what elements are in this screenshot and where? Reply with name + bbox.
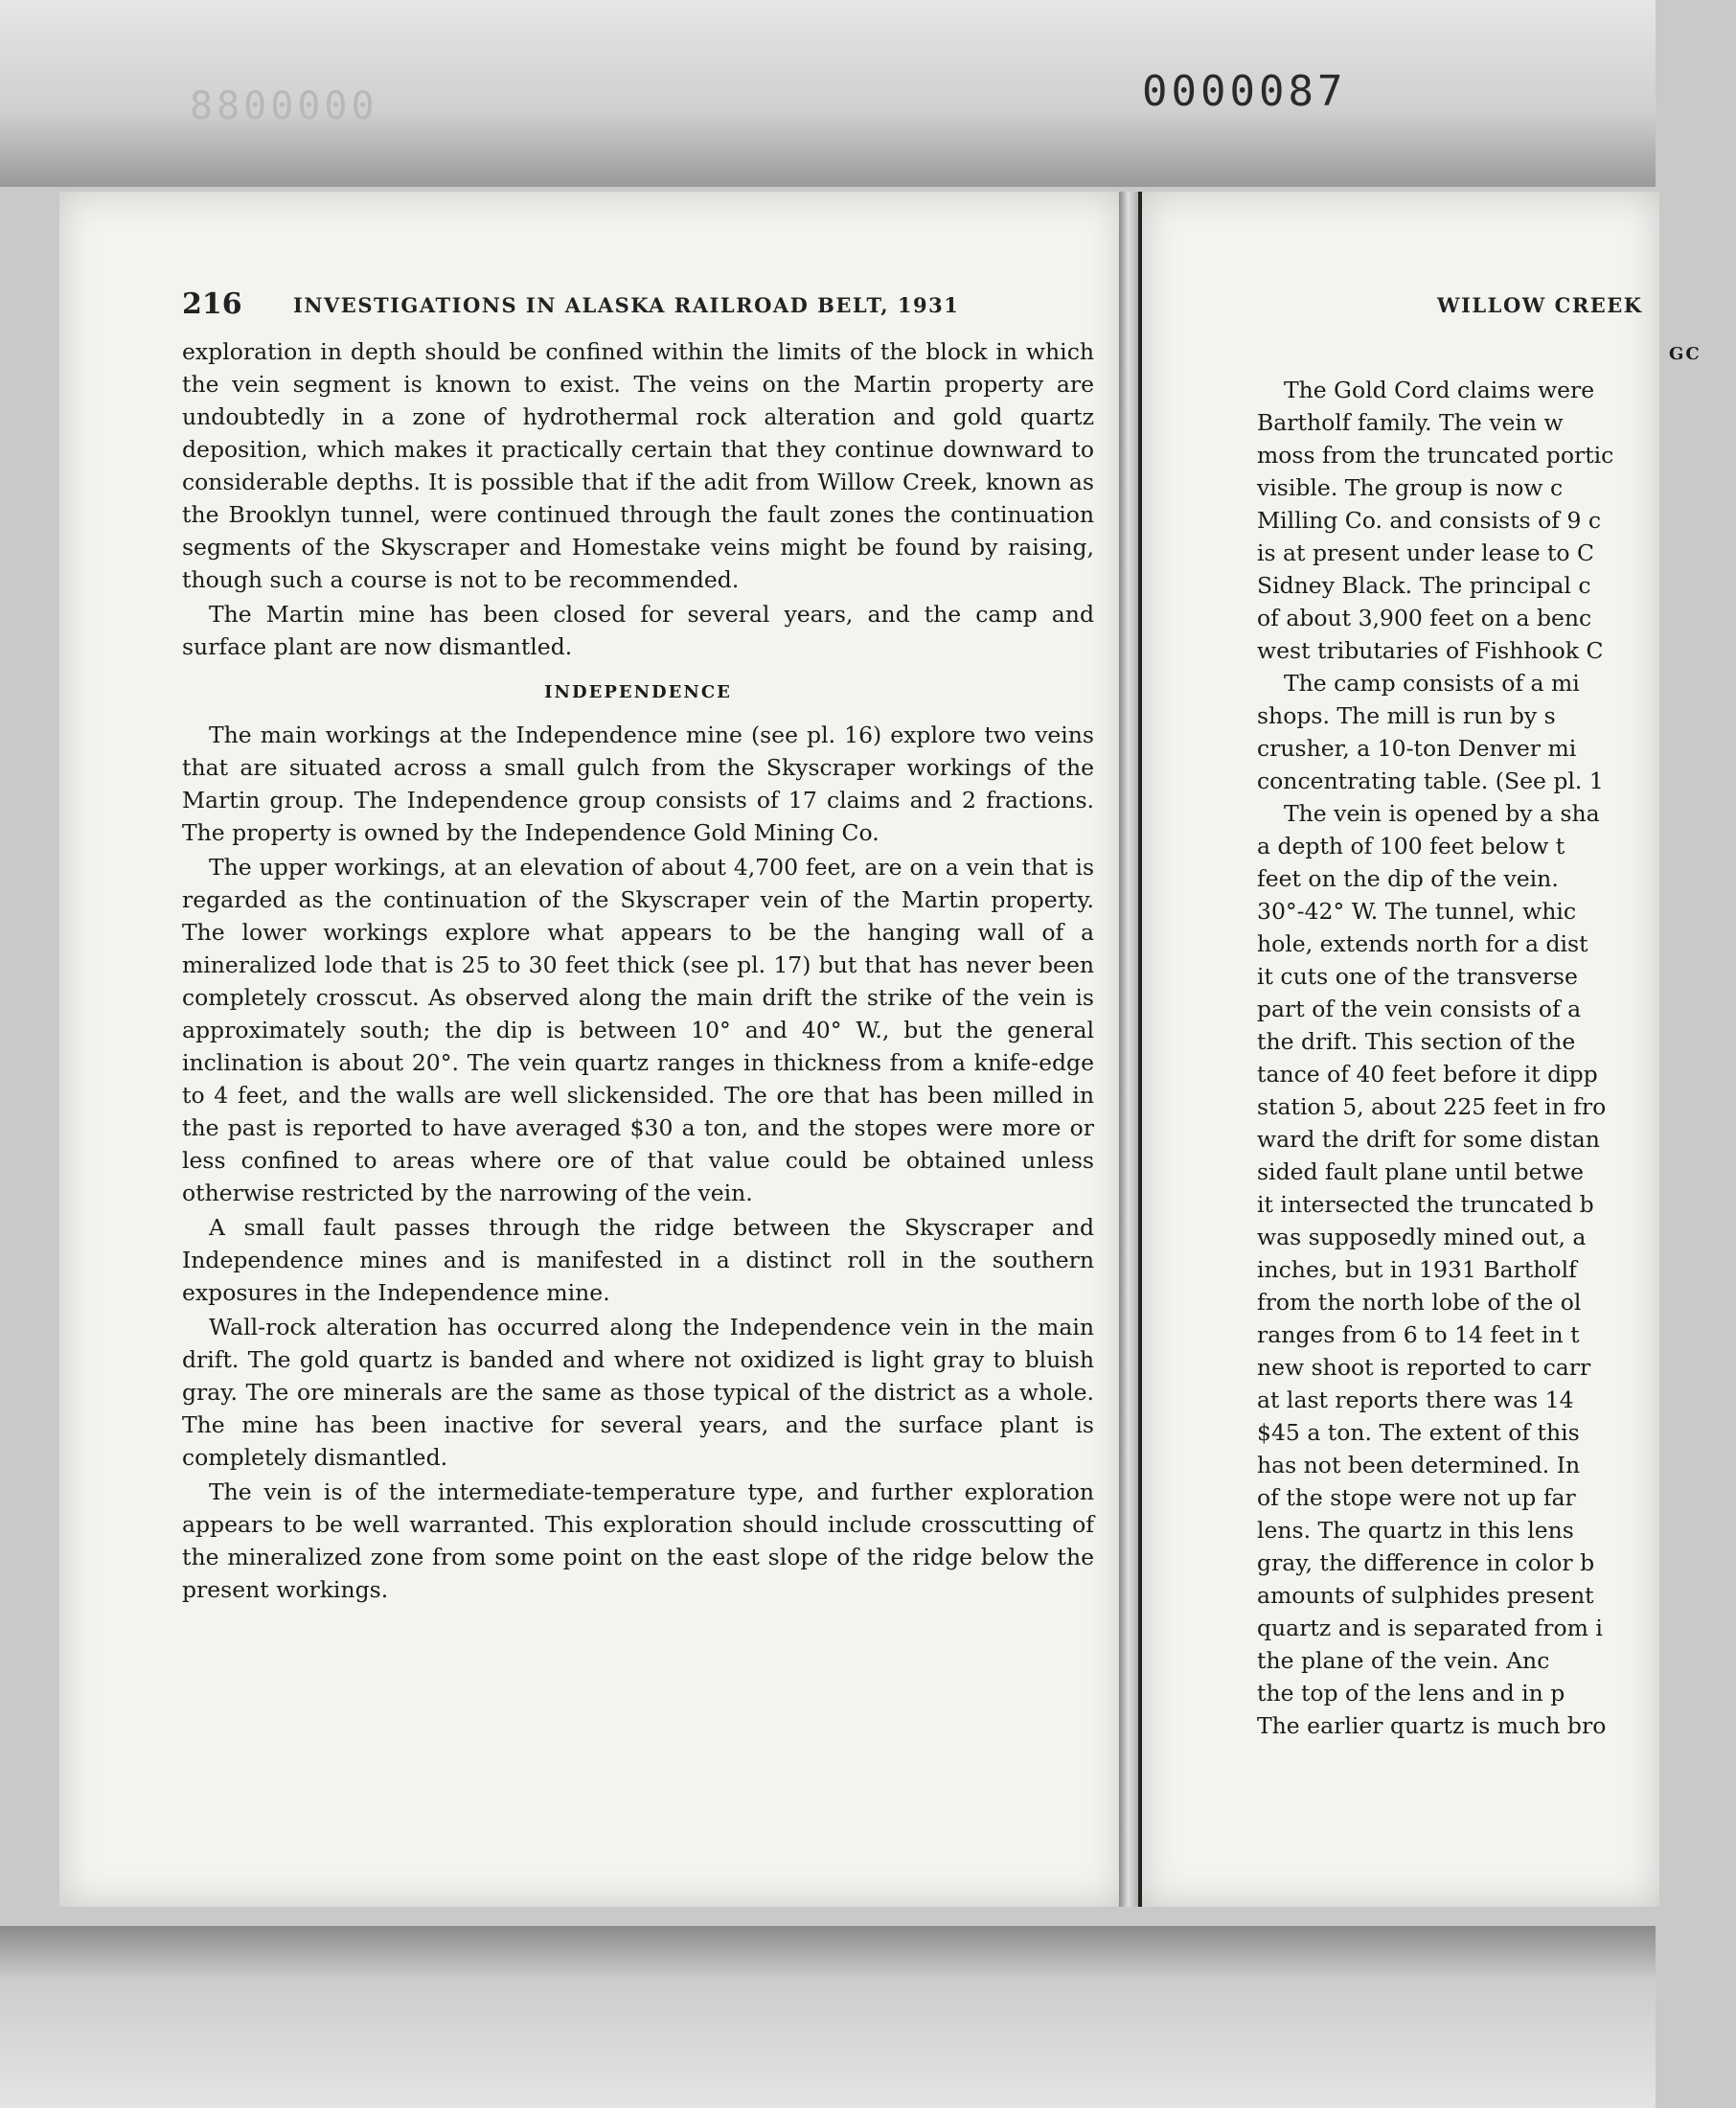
- text-line: quartz and is separated from i: [1257, 1615, 1603, 1641]
- page-number: 216: [182, 287, 242, 321]
- text-line: moss from the truncated portic: [1257, 442, 1614, 469]
- page-stamp-number: 0000087: [1142, 67, 1347, 116]
- text-line: new shoot is reported to carr: [1257, 1354, 1591, 1381]
- text-line: the plane of the vein. Anc: [1257, 1647, 1550, 1674]
- text-line: lens. The quartz in this lens: [1257, 1517, 1574, 1544]
- text-line: amounts of sulphides present: [1257, 1582, 1594, 1609]
- running-head: INVESTIGATIONS IN ALASKA RAILROAD BELT, 1931: [293, 293, 960, 317]
- text-line: $45 a ton. The extent of this: [1257, 1419, 1580, 1446]
- text-line: sided fault plane until betwe: [1257, 1158, 1585, 1185]
- text-line: concentrating table. (See pl. 1: [1257, 768, 1604, 794]
- text-line: was supposedly mined out, a: [1257, 1224, 1587, 1250]
- paragraph: Wall-rock alteration has occurred along the Independence vein in the main drift. The gold quartz is banded and where not oxidized is light gray to bluish gray. The ore minerals are the same as those typical of the district as a whole. The mine has been inactive for several years, and the surface plant is completely dismantled.: [182, 1314, 1094, 1471]
- paragraph: A small fault passes through the ridge between the Skyscraper and Independence mines and is manifested in a distinct roll in the southern exposures in the Independence mine.: [182, 1214, 1094, 1306]
- text-line: The Gold Cord claims were: [1284, 377, 1595, 403]
- right-page-lines: [1257, 374, 1736, 1742]
- text-line: of about 3,900 feet on a benc: [1257, 605, 1592, 631]
- text-line: shops. The mill is run by s: [1257, 702, 1556, 729]
- text-line: the top of the lens and in p: [1257, 1680, 1565, 1707]
- text-line: a depth of 100 feet below t: [1257, 833, 1565, 859]
- paragraph: The main workings at the Independence mine (see pl. 16) explore two veins that are situated across a small gulch from the Skyscraper workings of the Martin group. The Independence group consists of 17 claims and 2 fractions. The property is owned by the Independence Gold Mining Co.: [182, 722, 1094, 846]
- text-line: west tributaries of Fishhook C: [1257, 637, 1604, 664]
- text-line: from the north lobe of the ol: [1257, 1289, 1582, 1316]
- text-line: hole, extends north for a dist: [1257, 930, 1588, 957]
- paragraph: The upper workings, at an elevation of about 4,700 feet, are on a vein that is regarded as the continuation of the Skyscraper vein of the Martin property. The lower workings explore what appears to be the hanging wall of a mineralized lode that is 25 to 30 feet thick (see pl. 17) but that has never been completely crosscut. As observed along the main drift the strike of the vein is approximately south; the dip is between 10° and 40° W., but the general inclination is about 20°. The vein quartz ranges in thickness from a knife-edge to 4 feet, and the walls are well slickensided. The ore that has been milled in the past is reported to have averaged $30 a ton, and the stopes were more or less confined to areas where ore of that value could be obtained unless otherwise restricted by the narrowing of the vein.: [182, 854, 1094, 1206]
- text-line: visible. The group is now c: [1257, 474, 1564, 501]
- text-line: gray, the difference in color b: [1257, 1549, 1595, 1576]
- text-line: the drift. This section of the: [1257, 1028, 1576, 1055]
- text-line: 30°-42° W. The tunnel, whic: [1257, 898, 1577, 925]
- scan-bottom-margin: [0, 1926, 1656, 2108]
- text-line: ranges from 6 to 14 feet in t: [1257, 1321, 1580, 1348]
- text-line: it intersected the truncated b: [1257, 1191, 1594, 1218]
- text-line: tance of 40 feet before it dipp: [1257, 1061, 1598, 1088]
- text-line: inches, but in 1931 Bartholf: [1257, 1256, 1577, 1283]
- running-head: WILLOW CREEK: [1437, 293, 1643, 317]
- left-page-body: [182, 335, 1094, 1608]
- paragraph: The Martin mine has been closed for several years, and the camp and surface plant are now dismantled.: [182, 601, 1094, 660]
- left-page: [59, 192, 1126, 1907]
- text-line: at last reports there was 14: [1257, 1386, 1574, 1413]
- text-line: The earlier quartz is much bro: [1257, 1712, 1607, 1739]
- right-page-body: [1257, 335, 1736, 1742]
- paragraph: exploration in depth should be confined within the limits of the block in which the vein segment is known to exist. The veins on the Martin property are undoubtedly in a zone of hydrothermal rock alteration and gold quartz deposition, which makes it practically certain that they continue downward to considerable depths. It is possible that if the adit from Willow Creek, known as the Brooklyn tunnel, were continued through the fault zones the continuation segments of the Skyscraper and Homestake veins might be found by raising, though such a course is not to be recommended.: [182, 338, 1094, 593]
- text-line: of the stope were not up far: [1257, 1484, 1576, 1511]
- text-line: Milling Co. and consists of 9 c: [1257, 507, 1602, 534]
- text-line: feet on the dip of the vein.: [1257, 865, 1559, 892]
- section-heading: INDEPENDENCE: [544, 682, 732, 702]
- text-line: Sidney Black. The principal c: [1257, 572, 1591, 599]
- text-line: Bartholf family. The vein w: [1257, 409, 1564, 436]
- text-line: station 5, about 225 feet in fro: [1257, 1093, 1607, 1120]
- text-line: The camp consists of a mi: [1284, 670, 1580, 697]
- text-line: is at present under lease to C: [1257, 539, 1595, 566]
- paragraph: The vein is of the intermediate-temperature type, and further exploration appears to be well warranted. This exploration should include crosscutting of the mineralized zone from some point on the east slope of the ridge below the present workings.: [182, 1478, 1094, 1603]
- faded-page-stamp: 8800000: [190, 84, 378, 128]
- right-page: [1138, 192, 1702, 1907]
- text-line: crusher, a 10-ton Denver mi: [1257, 735, 1577, 762]
- text-line: it cuts one of the transverse: [1257, 963, 1578, 990]
- text-line: has not been determined. In: [1257, 1452, 1581, 1478]
- text-line: The vein is opened by a sha: [1284, 800, 1600, 827]
- text-line: part of the vein consists of a: [1257, 996, 1582, 1022]
- text-line: ward the drift for some distan: [1257, 1126, 1600, 1153]
- section-heading: GC: [1669, 344, 1702, 364]
